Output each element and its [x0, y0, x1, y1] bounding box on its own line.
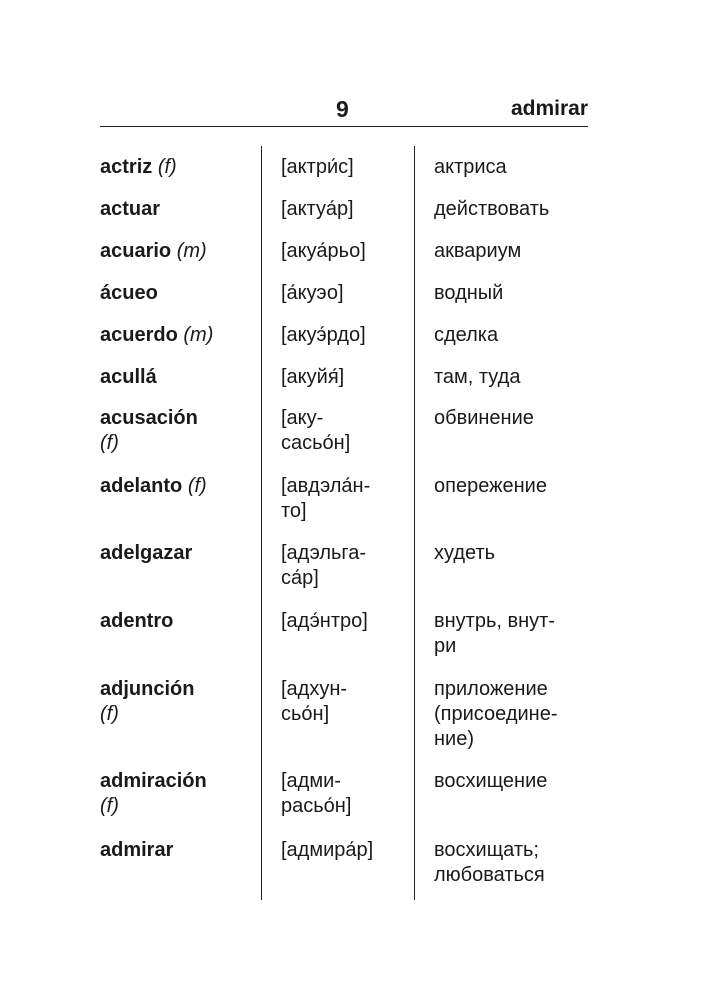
translation: восхищать; любоваться — [434, 839, 545, 886]
pronunciation: [адми- расьо́н] — [281, 770, 352, 817]
headword-cell — [100, 677, 256, 727]
headword-cell — [100, 769, 256, 819]
translation: водный — [434, 282, 504, 304]
pronunciation: [адэ́нтро] — [281, 610, 368, 632]
pronunciation: [адмира́р] — [281, 839, 374, 861]
translation: внутрь, внут- ри — [434, 610, 555, 657]
translation: действовать — [434, 198, 550, 220]
translation: там, туда — [434, 366, 521, 388]
headword: acuario — [100, 240, 172, 262]
translation: актриса — [434, 156, 507, 178]
headword-cell — [100, 197, 256, 222]
headword: adentro — [100, 610, 174, 632]
pronunciation: [авдэла́н- то] — [281, 475, 371, 522]
translation: обвинение — [434, 407, 534, 429]
gender-marker: (m) — [176, 240, 207, 262]
gender-marker: (m) — [183, 324, 214, 346]
headword: acullá — [100, 366, 157, 388]
pronunciation: [акуйя́] — [281, 366, 345, 388]
headword-cell — [100, 323, 256, 348]
pronunciation: [аку- сасьо́н] — [281, 407, 351, 454]
translation: аквариум — [434, 240, 522, 262]
translation: худеть — [434, 542, 496, 564]
headword: actriz — [100, 156, 153, 178]
gender-marker: (f) — [187, 475, 207, 497]
headword: adjunción — [100, 678, 195, 700]
headword: admiración — [100, 770, 207, 792]
headword-cell — [100, 406, 256, 456]
headword: acusación — [100, 407, 198, 429]
headword: adelanto — [100, 475, 183, 497]
pronunciation: [акуэ́рдо] — [281, 324, 366, 346]
pronunciation: [актуа́р] — [281, 198, 354, 220]
pronunciation: [а́куэо] — [281, 282, 344, 304]
gender-marker: (f) — [100, 432, 119, 454]
gender-marker: (f) — [100, 703, 119, 725]
page-number: 9 — [336, 96, 349, 122]
translation: сделка — [434, 324, 499, 346]
headword-cell — [100, 365, 256, 390]
headword-cell — [100, 838, 256, 863]
headword: actuar — [100, 198, 161, 220]
header-rule — [100, 126, 588, 127]
gender-marker: (f) — [100, 795, 119, 817]
pronunciation: [адхун- сьо́н] — [281, 678, 348, 725]
translation: восхищение — [434, 770, 548, 792]
headword-cell — [100, 474, 256, 499]
translation: приложение (присоедине- ние) — [434, 678, 558, 750]
page-header — [100, 92, 588, 128]
headword: acuerdo — [100, 324, 178, 346]
column-rule-right — [414, 146, 415, 900]
pronunciation: [адэльга- са́р] — [281, 542, 367, 589]
headword-cell — [100, 541, 256, 566]
headword-cell — [100, 281, 256, 306]
headword: admirar — [100, 839, 174, 861]
running-head: admirar — [510, 97, 588, 120]
headword: ácueo — [100, 282, 158, 304]
pronunciation: [актри́с] — [281, 156, 354, 178]
headword-cell — [100, 239, 256, 264]
column-rule-left — [261, 146, 262, 900]
headword: adelgazar — [100, 542, 193, 564]
pronunciation: [акуа́рьо] — [281, 240, 366, 262]
translation: опережение — [434, 475, 547, 497]
headword-cell — [100, 155, 256, 180]
headword-cell — [100, 609, 256, 634]
gender-marker: (f) — [157, 156, 177, 178]
